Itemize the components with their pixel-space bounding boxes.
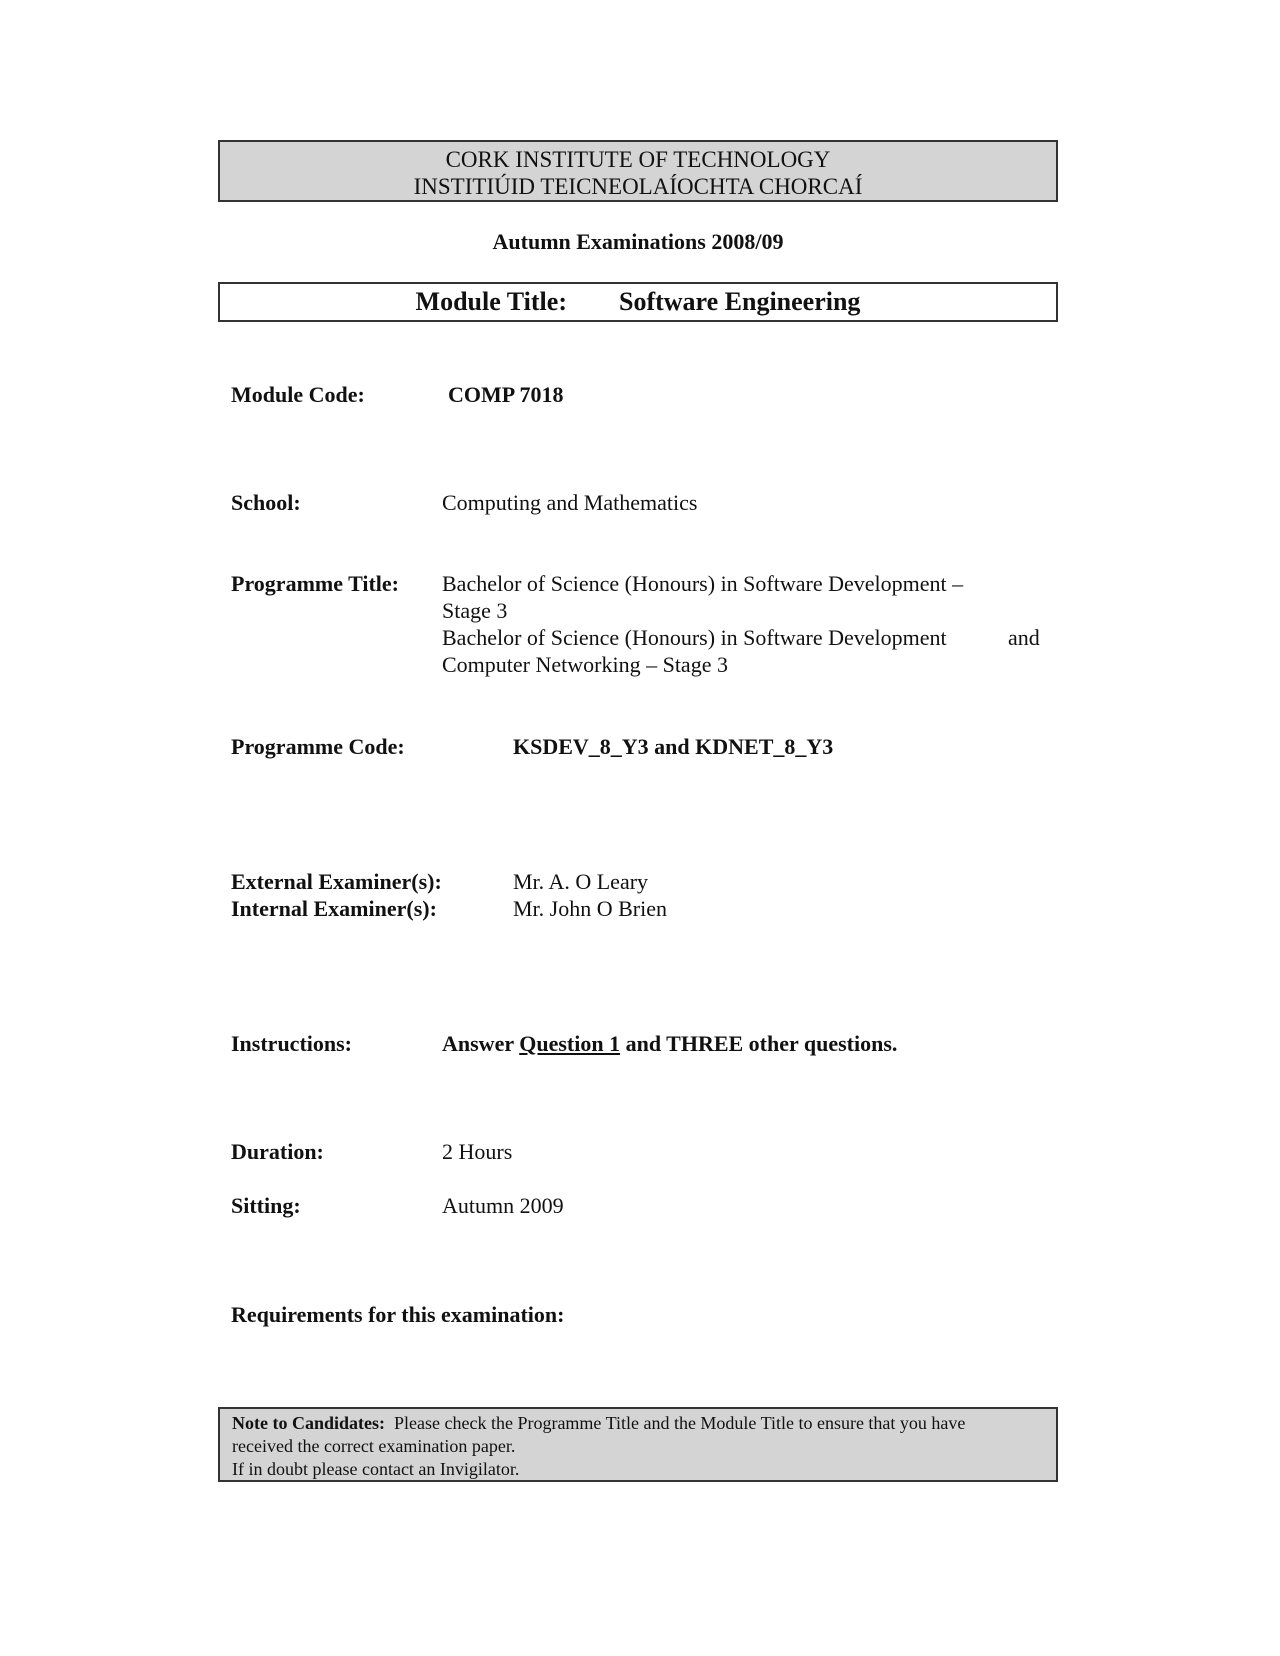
module-title-label: Module Title: xyxy=(415,287,567,316)
note-label: Note to Candidates: xyxy=(232,1413,385,1433)
instructions-prefix: Answer xyxy=(442,1031,514,1056)
module-code-value: COMP 7018 xyxy=(448,382,564,407)
note-line-3: If in doubt please contact an Invigilator. xyxy=(232,1459,520,1479)
requirements-label: Requirements for this examination: xyxy=(231,1302,565,1327)
external-examiner-value: Mr. A. O Leary xyxy=(513,869,649,894)
external-examiner-label: External Examiner(s): xyxy=(231,869,442,894)
exam-session: Autumn Examinations 2008/09 xyxy=(492,229,784,254)
programme-title-label: Programme Title: xyxy=(231,571,400,596)
programme-title-line-4: Computer Networking – Stage 3 xyxy=(442,652,728,677)
sitting-value: Autumn 2009 xyxy=(442,1193,564,1218)
module-title-value: Software Engineering xyxy=(618,287,861,316)
instructions-question-1: Question 1 xyxy=(519,1031,621,1056)
programme-title-and: and xyxy=(1008,625,1040,650)
module-title-box xyxy=(218,282,1058,322)
programme-code-label: Programme Code: xyxy=(231,734,405,759)
programme-title-line-1: Bachelor of Science (Honours) in Software Development – xyxy=(442,571,964,596)
internal-examiner-value: Mr. John O Brien xyxy=(513,896,667,921)
module-code-label: Module Code: xyxy=(231,382,365,407)
note-line-2: received the correct examination paper. xyxy=(232,1436,516,1456)
institute-name-english: CORK INSTITUTE OF TECHNOLOGY xyxy=(445,147,831,172)
instructions-text xyxy=(442,1031,897,1057)
institute-header xyxy=(218,140,1058,202)
programme-code-value: KSDEV_8_Y3 and KDNET_8_Y3 xyxy=(513,734,834,759)
note-line-1 xyxy=(232,1412,1044,1435)
programme-title-line-2: Stage 3 xyxy=(442,598,508,623)
school-label: School: xyxy=(231,490,301,515)
note-to-candidates xyxy=(218,1407,1058,1482)
duration-label: Duration: xyxy=(231,1139,324,1164)
instructions-label: Instructions: xyxy=(231,1031,353,1056)
internal-examiner-label: Internal Examiner(s): xyxy=(231,896,437,921)
note-text-1: Please check the Programme Title and the Module Title to ensure that you have xyxy=(394,1413,966,1433)
institute-name-irish: INSTITIÚID TEICNEOLAÍOCHTA CHORCAÍ xyxy=(413,174,863,199)
duration-value: 2 Hours xyxy=(442,1139,513,1164)
programme-title-line-3: Bachelor of Science (Honours) in Software Development xyxy=(442,625,947,650)
sitting-label: Sitting: xyxy=(231,1193,301,1218)
school-value: Computing and Mathematics xyxy=(442,490,698,515)
instructions-suffix: and THREE other questions. xyxy=(625,1031,898,1056)
